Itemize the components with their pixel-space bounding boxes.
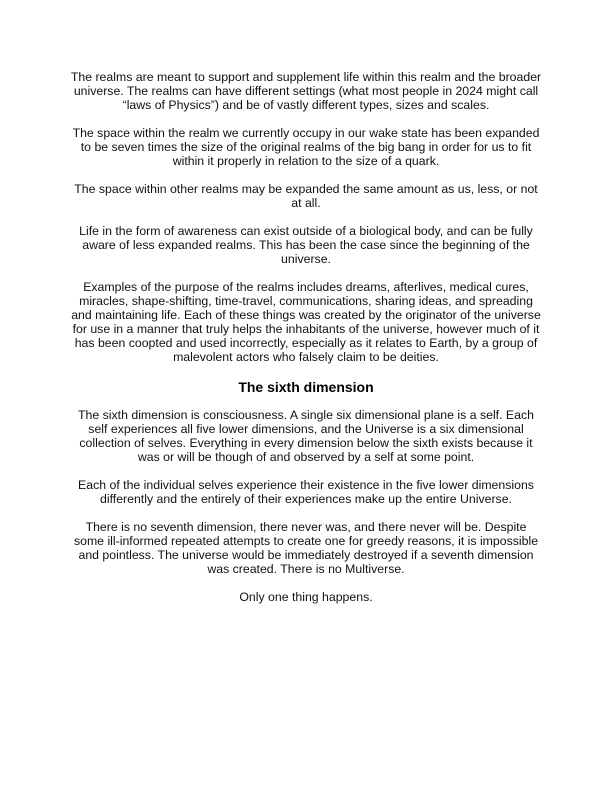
paragraph-no-seventh-dimension: There is no seventh dimension, there never was, and there never will be. Despite some ill-informed repeated attempts to create one for greedy reasons, it is impossible and pointless. The universe would be immediately destroyed if a seventh dimension was created. There is no Multiverse. [73,520,539,576]
paragraph-awareness: Life in the form of awareness can exist outside of a biological body, and can be fully aware of less expanded realms. This has been the case since the beginning of the universe. [79,224,533,266]
paragraph-realm-examples: Examples of the purpose of the realms includes dreams, afterlives, medical cures, miracles, shape-shifting, time-travel, communications, sharing ideas, and spreading and maintaining life. Each of these things was created by the originator of the universe for use in a manner that truly helps the inhabitants of the universe, however much of it has been coopted and used incorrectly, especially as it relates to Earth, by a group of malevolent actors who falsely claim to be deities. [71,280,541,364]
section-heading: The sixth dimension [238,379,374,395]
paragraph-realm-expansion: The space within the realm we currently occupy in our wake state has been expanded to be seven times the size of the original realms of the big bang in order for us to fit within it properly in relation to the size of a quark. [72,126,540,168]
paragraph-other-realms: The space within other realms may be expanded the same amount as us, less, or not at all. [74,182,538,210]
paragraph-realms-purpose: The realms are meant to support and supplement life within this realm and the broader universe. The realms can have different settings (what most people in 2024 might call “laws of Physics”) and be of vastly different types, sizes and scales. [70,70,542,112]
document-page [70,70,542,618]
paragraph-sixth-dimension: The sixth dimension is consciousness. A single six dimensional plane is a self. Each self experiences all five lower dimensions, and the Universe is a six dimensional collection of selves. Everything in every dimension below the sixth exists because it was or will be though of and observed by a self at some point. [78,408,534,464]
paragraph-only-one-thing: Only one thing happens. [239,590,373,604]
paragraph-individual-selves: Each of the individual selves experience their existence in the five lower dimensions differently and the entirely of their experiences make up the entire Universe. [78,478,534,506]
